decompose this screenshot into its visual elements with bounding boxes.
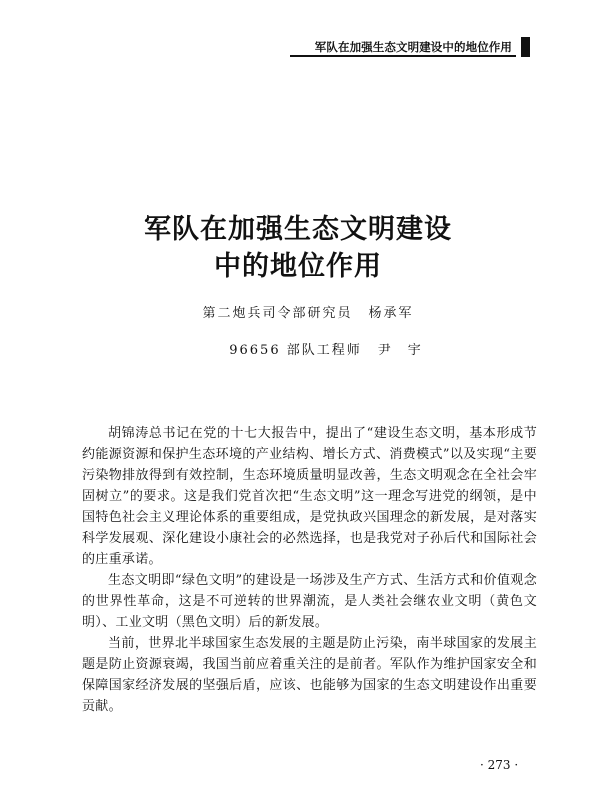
article-title [0,211,596,285]
author-2-affiliation: 96656 部队工程师 [229,343,362,358]
author-2-name: 尹 宇 [377,343,423,358]
running-header [290,40,540,56]
paragraph-2: 生态文明即“绿色文明”的建设是一场涉及生产方式、生活方式和价值观念的世界性革命，这是不可逆转的世界潮流，是人类社会继农业文明（黄色文明）、工业文明（黑色文明）后的新发展。 [82,573,537,630]
paragraph-1: 胡锦涛总书记在党的十七大报告中，提出了“建设生态文明，基本形成节约能源资源和保护生态环境的产业结构、增长方式、消费模式”以及实现“主要污染物排放得到有效控制，生态环境质量明显改善，生态文明观念在全社会牢固树立”的要求。这是我们党首次把“生态文明”这一理念写进党的纲领，是中国特色社会主义理论体系的重要组成，是党执政兴国理念的新发展，是对落实科学发展观、深化建设小康社会的必然选择，也是我党对子孙后代和国际社会的庄重承诺。 [82,426,537,567]
header-rule [290,55,516,57]
page-number: · 273 · [480,758,519,772]
author-line-2 [28,343,596,359]
author-1-name: 杨承军 [368,306,414,321]
author-1-affiliation: 第二炮兵司令部研究员 [202,306,353,321]
header-block-marker [521,37,530,57]
article-body [82,423,537,717]
paragraph-3: 当前，世界北半球国家生态发展的主题是防止污染，南半球国家的发展主题是防止资源衰竭，我国当前应着重关注的是前者。军队作为维护国家安全和保障国家经济发展的坚强后盾，应该、也能够为国家的生态文明建设作出重要贡献。 [82,636,537,714]
title-line-2: 中的地位作用 [214,251,382,282]
author-line-1 [10,306,596,322]
running-header-text: 军队在加强生态文明建设中的地位作用 [314,40,512,54]
title-line-1: 军队在加强生态文明建设 [144,214,452,245]
